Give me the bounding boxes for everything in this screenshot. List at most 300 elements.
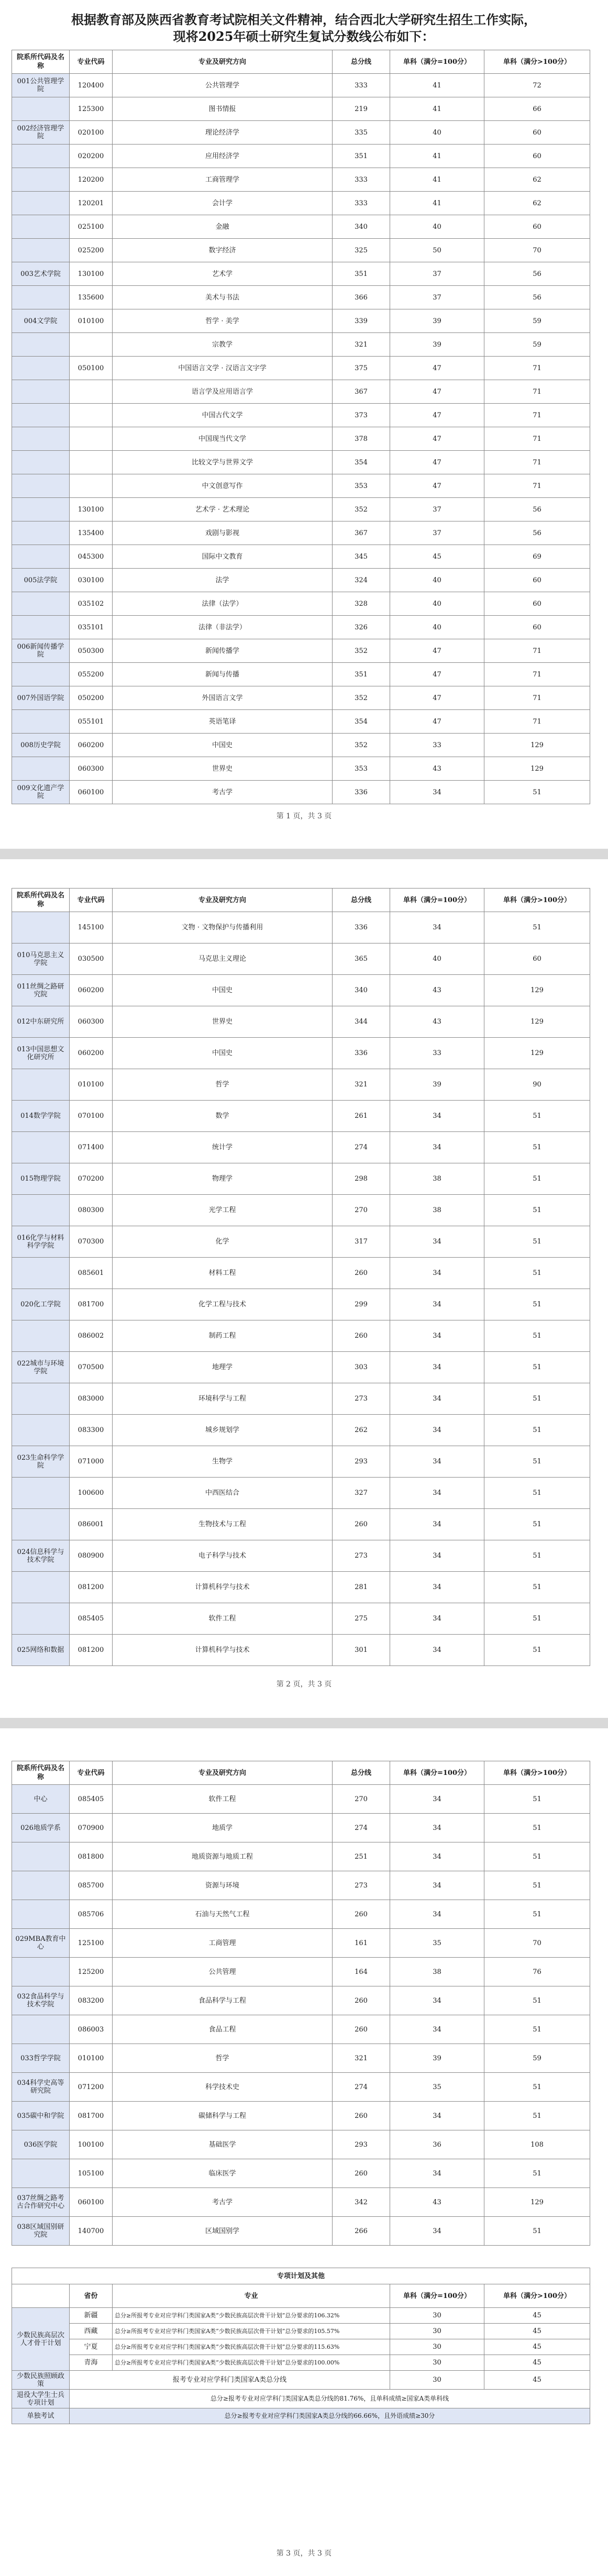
s2-cell: 45: [484, 2308, 590, 2324]
single-over-100-cell: 72: [484, 74, 590, 97]
dept-cell: [12, 286, 70, 309]
major-cell: 资源与环境: [113, 1871, 333, 1900]
dept-cell: 038区域国别研究院: [12, 2217, 70, 2246]
single-over-100-cell: 51: [484, 1258, 590, 1289]
table-row: [12, 1871, 590, 1900]
single-100-cell: 37: [390, 262, 484, 286]
single-100-cell: 34: [390, 781, 484, 804]
single-100-cell: 34: [390, 1540, 484, 1572]
major-cell: 英语笔译: [113, 710, 333, 734]
code-cell: 125300: [70, 97, 113, 121]
dept-cell: [12, 710, 70, 734]
dept-cell: [12, 1509, 70, 1540]
single-100-cell: 34: [390, 1132, 484, 1163]
table-row: [12, 1320, 590, 1352]
code-cell: 085700: [70, 1871, 113, 1900]
single-100-cell: 34: [390, 2159, 484, 2188]
table-row: [12, 286, 590, 309]
single-over-100-cell: 51: [484, 1635, 590, 1666]
total-cell: 293: [333, 1446, 390, 1478]
major-cell: 应用经济学: [113, 145, 333, 168]
header-col4: 总分线: [333, 1761, 390, 1785]
special-row: [12, 2308, 590, 2324]
major-cell: 生物技术与工程: [113, 1509, 333, 1540]
single-100-cell: 43: [390, 1006, 484, 1038]
single-100-cell: 34: [390, 1603, 484, 1635]
single-over-100-cell: 71: [484, 404, 590, 427]
major-cell: 食品科学与工程: [113, 1986, 333, 2015]
single-over-100-cell: 71: [484, 427, 590, 451]
score-table-page-3: [12, 1761, 590, 2246]
rule-cell: 总分≥所报考专业对应学科门类国家A类“少数民族高层次骨干计划”总分要求的105.57%: [113, 2324, 390, 2339]
major-cell: 石油与天然气工程: [113, 1900, 333, 1929]
single-over-100-cell: 51: [484, 1101, 590, 1132]
single-over-100-cell: 129: [484, 975, 590, 1006]
dept-cell: 004文学院: [12, 309, 70, 333]
total-cell: 340: [333, 975, 390, 1006]
table-row: [12, 2015, 590, 2044]
single-over-100-cell: 70: [484, 1929, 590, 1958]
table-row: [12, 1132, 590, 1163]
single-over-100-cell: 60: [484, 215, 590, 239]
single-over-100-cell: 56: [484, 521, 590, 545]
single-over-100-cell: 60: [484, 121, 590, 145]
single-100-cell: 40: [390, 592, 484, 616]
table-row: [12, 1603, 590, 1635]
dept-cell: [12, 498, 70, 521]
total-cell: 333: [333, 74, 390, 97]
retire-row: [12, 2390, 590, 2408]
major-cell: 中西医结合: [113, 1478, 333, 1509]
single-over-100-cell: 51: [484, 1478, 590, 1509]
dept-cell: 011丝绸之路研究院: [12, 975, 70, 1006]
code-cell: 081200: [70, 1635, 113, 1666]
single-over-100-cell: 62: [484, 168, 590, 192]
single-over-100-cell: 60: [484, 616, 590, 639]
code-cell: 045300: [70, 545, 113, 569]
table-row: [12, 1509, 590, 1540]
s2-cell: 45: [484, 2324, 590, 2339]
total-cell: 273: [333, 1540, 390, 1572]
dept-cell: 036医学院: [12, 2130, 70, 2159]
single-over-100-cell: 51: [484, 781, 590, 804]
single-over-100-cell: 71: [484, 663, 590, 686]
total-cell: 260: [333, 2015, 390, 2044]
table-row: [12, 639, 590, 663]
single-100-cell: 41: [390, 145, 484, 168]
single-over-100-cell: 51: [484, 1226, 590, 1258]
single-100-cell: 43: [390, 757, 484, 781]
major-cell: 比较文学与世界文学: [113, 451, 333, 474]
dept-cell: 024信息科学与技术学院: [12, 1540, 70, 1572]
minority-label: 少数民族照顾政策: [12, 2371, 70, 2390]
table-row: [12, 912, 590, 943]
s2-cell: 45: [484, 2339, 590, 2355]
table-row: [12, 474, 590, 498]
single-over-100-cell: 108: [484, 2130, 590, 2159]
code-cell: 081800: [70, 1842, 113, 1871]
code-cell: 071200: [70, 2073, 113, 2102]
single-over-100-cell: 56: [484, 286, 590, 309]
page-separator: [0, 1718, 608, 1728]
code-cell: 083300: [70, 1415, 113, 1446]
dept-cell: [12, 168, 70, 192]
total-cell: 375: [333, 357, 390, 380]
major-cell: 理论经济学: [113, 121, 333, 145]
table-row: [12, 734, 590, 757]
table-row: [12, 357, 590, 380]
major-cell: 公共管理: [113, 1958, 333, 1986]
code-cell: 060300: [70, 757, 113, 781]
total-cell: 366: [333, 286, 390, 309]
code-cell: [70, 451, 113, 474]
single-100-cell: 34: [390, 2102, 484, 2130]
dept-cell: 015物理学院: [12, 1163, 70, 1195]
single-100-cell: 34: [390, 1226, 484, 1258]
code-cell: 070500: [70, 1352, 113, 1383]
code-cell: 050200: [70, 686, 113, 710]
major-cell: 物理学: [113, 1163, 333, 1195]
table-row: [12, 2073, 590, 2102]
single-100-cell: 47: [390, 357, 484, 380]
single-100-cell: 33: [390, 734, 484, 757]
table-row: [12, 2188, 590, 2217]
total-cell: 260: [333, 1900, 390, 1929]
total-cell: 351: [333, 145, 390, 168]
major-cell: 艺术学: [113, 262, 333, 286]
table-row: [12, 1785, 590, 1814]
table-row: [12, 569, 590, 592]
table-row: [12, 309, 590, 333]
single-100-cell: 34: [390, 1509, 484, 1540]
single-over-100-cell: 71: [484, 686, 590, 710]
table-row: [12, 1415, 590, 1446]
total-cell: 321: [333, 1069, 390, 1101]
major-cell: 工商管理学: [113, 168, 333, 192]
table-header-row: [12, 50, 590, 74]
code-cell: 060200: [70, 734, 113, 757]
major-cell: 哲学: [113, 1069, 333, 1101]
dept-cell: [12, 145, 70, 168]
total-cell: 270: [333, 1785, 390, 1814]
code-cell: 105100: [70, 2159, 113, 2188]
total-cell: 274: [333, 2073, 390, 2102]
table-row: [12, 1572, 590, 1603]
province-cell: 新疆: [70, 2308, 113, 2324]
single-100-cell: 41: [390, 192, 484, 215]
dept-cell: 016化学与材料科学学院: [12, 1226, 70, 1258]
special-header-row: [12, 2284, 590, 2308]
single-100-cell: 47: [390, 474, 484, 498]
table-header-row: [12, 1761, 590, 1785]
dept-cell: [12, 239, 70, 262]
single-text: 总分≥报考专业对应学科门类国家A类总分线的66.66%，且外语成绩≥30分: [70, 2408, 590, 2424]
major-cell: 生物学: [113, 1446, 333, 1478]
dept-cell: [12, 427, 70, 451]
total-cell: 299: [333, 1289, 390, 1320]
total-cell: 339: [333, 309, 390, 333]
major-cell: 工商管理: [113, 1929, 333, 1958]
total-cell: 266: [333, 2217, 390, 2246]
dept-cell: [12, 1383, 70, 1415]
single-100-cell: 34: [390, 2015, 484, 2044]
table-row: [12, 1446, 590, 1478]
code-cell: 081700: [70, 2102, 113, 2130]
total-cell: 352: [333, 498, 390, 521]
code-cell: 010100: [70, 309, 113, 333]
total-cell: 274: [333, 1132, 390, 1163]
total-cell: 352: [333, 639, 390, 663]
major-cell: 软件工程: [113, 1603, 333, 1635]
single-over-100-cell: 69: [484, 545, 590, 569]
major-cell: 法学: [113, 569, 333, 592]
total-cell: 260: [333, 2102, 390, 2130]
code-cell: 081700: [70, 1289, 113, 1320]
code-cell: 130100: [70, 262, 113, 286]
code-cell: 125100: [70, 1929, 113, 1958]
single-over-100-cell: 51: [484, 1603, 590, 1635]
single-100-cell: 47: [390, 451, 484, 474]
dept-cell: [12, 912, 70, 943]
major-cell: 中国现当代文学: [113, 427, 333, 451]
single-over-100-cell: 76: [484, 1958, 590, 1986]
retire-label: 退役大学生士兵专项计划: [12, 2390, 70, 2408]
dept-cell: [12, 474, 70, 498]
dept-cell: 005法学院: [12, 569, 70, 592]
single-100-cell: 37: [390, 521, 484, 545]
dept-cell: [12, 215, 70, 239]
special-row: [12, 2324, 590, 2339]
code-cell: 071400: [70, 1132, 113, 1163]
table-row: [12, 1352, 590, 1383]
major-cell: 中文创意写作: [113, 474, 333, 498]
single-100-cell: 43: [390, 975, 484, 1006]
minority-s1: 30: [390, 2371, 484, 2390]
table-row: [12, 121, 590, 145]
special-header-blank: [12, 2284, 70, 2308]
total-cell: 354: [333, 451, 390, 474]
major-cell: 电子科学与技术: [113, 1540, 333, 1572]
total-cell: 301: [333, 1635, 390, 1666]
table-row: [12, 97, 590, 121]
major-cell: 地质学: [113, 1814, 333, 1842]
major-cell: 新闻传播学: [113, 639, 333, 663]
single-100-cell: 40: [390, 616, 484, 639]
table-row: [12, 1226, 590, 1258]
code-cell: 030500: [70, 943, 113, 975]
table-row: [12, 2217, 590, 2246]
total-cell: 367: [333, 521, 390, 545]
s1-cell: 30: [390, 2355, 484, 2371]
header-col3: 专业及研究方向: [113, 50, 333, 74]
code-cell: [70, 474, 113, 498]
total-cell: 354: [333, 710, 390, 734]
code-cell: 100100: [70, 2130, 113, 2159]
single-100-cell: 40: [390, 121, 484, 145]
single-100-cell: 47: [390, 639, 484, 663]
total-cell: 352: [333, 686, 390, 710]
table-row: [12, 333, 590, 357]
dept-cell: 013中国思想文化研究所: [12, 1038, 70, 1069]
total-cell: 261: [333, 1101, 390, 1132]
special-header-s1: 单科（满分=100分）: [390, 2284, 484, 2308]
table-row: [12, 239, 590, 262]
total-cell: 251: [333, 1842, 390, 1871]
major-cell: 中国史: [113, 1038, 333, 1069]
dept-cell: [12, 2159, 70, 2188]
dept-cell: 007外国语学院: [12, 686, 70, 710]
page-separator: [0, 849, 608, 859]
total-cell: 260: [333, 1986, 390, 2015]
total-cell: 367: [333, 380, 390, 404]
code-cell: 050300: [70, 639, 113, 663]
single-over-100-cell: 129: [484, 2188, 590, 2217]
total-cell: 327: [333, 1478, 390, 1509]
major-cell: 中国史: [113, 975, 333, 1006]
single-exam-row: [12, 2408, 590, 2424]
header-col5: 单科（满分=100分）: [390, 889, 484, 912]
header-col2: 专业代码: [70, 1761, 113, 1785]
table-row: [12, 262, 590, 286]
dept-cell: [12, 1900, 70, 1929]
major-cell: 城乡规划学: [113, 1415, 333, 1446]
header-col1: 院系所代码及名称: [12, 889, 70, 912]
code-cell: 085601: [70, 1258, 113, 1289]
table-row: [12, 1163, 590, 1195]
total-cell: 275: [333, 1603, 390, 1635]
total-cell: 161: [333, 1929, 390, 1958]
page-1: [0, 0, 608, 849]
single-100-cell: 34: [390, 1352, 484, 1383]
major-cell: 戏剧与影视: [113, 521, 333, 545]
single-100-cell: 34: [390, 912, 484, 943]
total-cell: 353: [333, 474, 390, 498]
total-cell: 351: [333, 262, 390, 286]
total-cell: 336: [333, 781, 390, 804]
single-over-100-cell: 66: [484, 97, 590, 121]
total-cell: 342: [333, 2188, 390, 2217]
special-group-label: 少数民族高层次人才骨干计划: [12, 2308, 70, 2371]
major-cell: 金融: [113, 215, 333, 239]
code-cell: 130100: [70, 498, 113, 521]
code-cell: 060200: [70, 975, 113, 1006]
code-cell: 055200: [70, 663, 113, 686]
total-cell: 365: [333, 943, 390, 975]
code-cell: 025100: [70, 215, 113, 239]
major-cell: 数学: [113, 1101, 333, 1132]
single-100-cell: 35: [390, 2073, 484, 2102]
major-cell: 世界史: [113, 1006, 333, 1038]
table-row: [12, 1814, 590, 1842]
code-cell: [70, 333, 113, 357]
single-100-cell: 38: [390, 1163, 484, 1195]
code-cell: 030100: [70, 569, 113, 592]
total-cell: 336: [333, 912, 390, 943]
code-cell: 081200: [70, 1572, 113, 1603]
heading-line-1: 根据教育部及陕西省教育考试院相关文件精神，结合西北大学研究生招生工作实际，: [71, 12, 536, 27]
total-cell: 298: [333, 1163, 390, 1195]
table-row: [12, 380, 590, 404]
dept-cell: [12, 2015, 70, 2044]
table-row: [12, 757, 590, 781]
single-100-cell: 47: [390, 380, 484, 404]
major-cell: 世界史: [113, 757, 333, 781]
dept-cell: [12, 1958, 70, 1986]
dept-cell: 037丝绸之路考古合作研究中心: [12, 2188, 70, 2217]
table-row: [12, 943, 590, 975]
dept-cell: 002经济管理学院: [12, 121, 70, 145]
single-over-100-cell: 51: [484, 1814, 590, 1842]
single-100-cell: 34: [390, 1415, 484, 1446]
code-cell: 010100: [70, 2044, 113, 2073]
single-100-cell: 34: [390, 1871, 484, 1900]
major-cell: 宗教学: [113, 333, 333, 357]
single-100-cell: 45: [390, 545, 484, 569]
header-col6: 单科（满分>100分）: [484, 50, 590, 74]
rule-cell: 总分≥所报考专业对应学科门类国家A类“少数民族高层次骨干计划”总分要求的115.63%: [113, 2339, 390, 2355]
code-cell: 125200: [70, 1958, 113, 1986]
code-cell: 086001: [70, 1509, 113, 1540]
table-row: [12, 215, 590, 239]
total-cell: 281: [333, 1572, 390, 1603]
single-over-100-cell: 71: [484, 451, 590, 474]
major-cell: 哲学: [113, 2044, 333, 2073]
single-over-100-cell: 51: [484, 1195, 590, 1226]
single-100-cell: 39: [390, 1069, 484, 1101]
single-over-100-cell: 51: [484, 2159, 590, 2188]
single-over-100-cell: 51: [484, 1842, 590, 1871]
major-cell: 软件工程: [113, 1785, 333, 1814]
major-cell: 地理学: [113, 1352, 333, 1383]
dept-cell: 029MBA教育中心: [12, 1929, 70, 1958]
code-cell: 080300: [70, 1195, 113, 1226]
page-footer: 第 3 页，共 3 页: [276, 2549, 332, 2558]
single-over-100-cell: 60: [484, 943, 590, 975]
table-row: [12, 427, 590, 451]
special-title: 专项计划及其他: [12, 2268, 590, 2284]
dept-cell: [12, 1320, 70, 1352]
total-cell: 340: [333, 215, 390, 239]
dept-cell: 003艺术学院: [12, 262, 70, 286]
major-cell: 艺术学 · 艺术理论: [113, 498, 333, 521]
table-row: [12, 2130, 590, 2159]
dept-cell: 023生命科学学院: [12, 1446, 70, 1478]
single-100-cell: 34: [390, 1814, 484, 1842]
code-cell: 085405: [70, 1603, 113, 1635]
single-over-100-cell: 51: [484, 1540, 590, 1572]
minority-s2: 45: [484, 2371, 590, 2390]
code-cell: 083000: [70, 1383, 113, 1415]
retire-text: 总分≥报考专业对应学科门类国家A类总分线的81.76%，且单科成绩≥国家A类单科线: [70, 2390, 590, 2408]
single-over-100-cell: 59: [484, 309, 590, 333]
table-row: [12, 1540, 590, 1572]
minority-text: 报考专业对应学科门类国家A类总分线: [70, 2371, 390, 2390]
table-row: [12, 1038, 590, 1069]
dept-cell: 025网络和数据: [12, 1635, 70, 1666]
dept-cell: 010马克思主义学院: [12, 943, 70, 975]
dept-cell: [12, 380, 70, 404]
single-100-cell: 47: [390, 663, 484, 686]
code-cell: 020100: [70, 121, 113, 145]
major-cell: 区域国别学: [113, 2217, 333, 2246]
table-row: [12, 616, 590, 639]
major-cell: 中国语言文学 · 汉语言文字学: [113, 357, 333, 380]
single-over-100-cell: 59: [484, 2044, 590, 2073]
dept-cell: [12, 451, 70, 474]
single-over-100-cell: 71: [484, 710, 590, 734]
single-over-100-cell: 129: [484, 1038, 590, 1069]
single-100-cell: 41: [390, 168, 484, 192]
